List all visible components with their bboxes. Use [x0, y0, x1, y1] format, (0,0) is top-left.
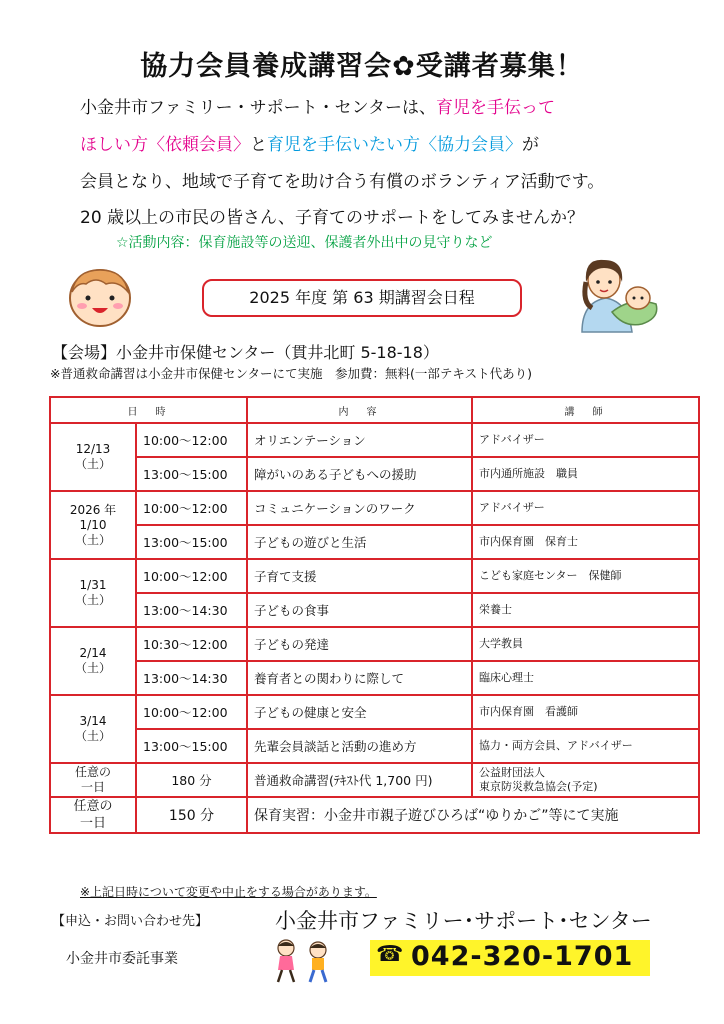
- intro-text: と: [250, 135, 267, 155]
- commission-label: 小金井市委託事業: [66, 951, 178, 967]
- session-instructor: 公益財団法人 東京防災救急協会(予定): [472, 763, 699, 797]
- session-date: 2026 年 1/10 （土）: [50, 491, 136, 559]
- session-date: 12/13 （土）: [50, 423, 136, 491]
- table-row: [50, 729, 699, 763]
- children-running-illustration: [270, 938, 336, 984]
- session-time: 10:00～12:00: [136, 423, 247, 457]
- session-content: 子育て支援: [247, 559, 472, 593]
- activity-description: ☆活動内容：保育施設等の送迎、保護者外出中の見守りなど: [116, 235, 493, 251]
- table-row: [50, 491, 699, 525]
- table-header-row: [50, 397, 699, 423]
- cooperating-member-label: 育児を手伝いたい方〈協力会員〉: [267, 135, 522, 155]
- session-instructor: こども家庭センター 保健師: [472, 559, 699, 593]
- session-instructor: アドバイザー: [472, 491, 699, 525]
- center-name: 小金井市ファミリー･サポート･センター: [275, 909, 652, 933]
- session-content: 子どもの食事: [247, 593, 472, 627]
- session-content: 障がいのある子どもへの援助: [247, 457, 472, 491]
- change-notice: ※上記日時について変更や中止をする場合があります。: [80, 885, 377, 899]
- table-row: [50, 457, 699, 491]
- schedule-title: 2025 年度 第 63 期講習会日程: [202, 279, 522, 317]
- session-time: 10:00～12:00: [136, 491, 247, 525]
- session-instructor: 協力・両方会員、アドバイザー: [472, 729, 699, 763]
- session-content: 子どもの遊びと生活: [247, 525, 472, 559]
- intro-text: が: [522, 135, 539, 155]
- session-time: 13:00～15:00: [136, 457, 247, 491]
- intro-text: 小金井市ファミリー・サポート・センターは、: [80, 98, 436, 118]
- intro-line-1: [80, 93, 555, 118]
- session-instructor: 市内通所施設 職員: [472, 457, 699, 491]
- session-time: 13:00～14:30: [136, 593, 247, 627]
- header-datetime: 日 時: [50, 397, 247, 423]
- table-row: [50, 763, 699, 797]
- schedule-table: [49, 396, 700, 834]
- session-instructor: 市内保育園 看護師: [472, 695, 699, 729]
- contact-label: 【申込・お問い合わせ先】: [52, 914, 209, 929]
- intro-line-4: 20 歳以上の市民の皆さん、子育てのサポートをしてみませんか？: [80, 208, 585, 228]
- session-time: 10:00～12:00: [136, 559, 247, 593]
- table-row: [50, 525, 699, 559]
- header-instructor: 講 師: [472, 397, 699, 423]
- session-instructor: 栄養士: [472, 593, 699, 627]
- session-instructor: アドバイザー: [472, 423, 699, 457]
- intro-line-3: 会員となり、地域で子育てを助け合う有償のボランティア活動です。: [80, 172, 605, 192]
- session-duration: 180 分: [136, 763, 247, 797]
- table-row: [50, 627, 699, 661]
- session-content: 子どもの発達: [247, 627, 472, 661]
- session-time: 13:00～15:00: [136, 525, 247, 559]
- session-content: 先輩会員談話と活動の進め方: [247, 729, 472, 763]
- session-instructor: 大学教員: [472, 627, 699, 661]
- session-instructor: 市内保育園 保育士: [472, 525, 699, 559]
- requesting-member-label: ほしい方〈依頼会員〉: [80, 135, 250, 155]
- phone-number[interactable]: 042-320-1701: [411, 941, 634, 972]
- venue-note: ※普通救命講習は小金井市保健センターにて実施 参加費：無料(一部テキスト代あり): [50, 366, 532, 381]
- session-time: 10:00～12:00: [136, 695, 247, 729]
- session-date: 任意の 一日: [50, 797, 136, 833]
- header-content: 内 容: [247, 397, 472, 423]
- venue: 【会場】小金井市保健センター（貫井北町 5-18-18）: [52, 343, 439, 362]
- session-content: 普通救命講習(ﾃｷｽﾄ代 1,700 円): [247, 763, 472, 797]
- session-content: 保育実習：小金井市親子遊びひろば“ゆりかご”等にて実施: [247, 797, 699, 833]
- session-time: 13:00～14:30: [136, 661, 247, 695]
- session-date: 3/14 （土）: [50, 695, 136, 763]
- session-time: 10:30～12:00: [136, 627, 247, 661]
- table-row: [50, 593, 699, 627]
- session-content: オリエンテーション: [247, 423, 472, 457]
- table-row: [50, 559, 699, 593]
- session-date: 任意の 一日: [50, 763, 136, 797]
- table-row: [50, 661, 699, 695]
- baby-face-illustration: [66, 264, 134, 328]
- phone-icon: ☎: [376, 942, 404, 967]
- highlight-request: 育児を手伝って: [435, 98, 555, 118]
- session-content: 養育者との関わりに際して: [247, 661, 472, 695]
- session-duration: 150 分: [136, 797, 247, 833]
- page-title: 協力会員養成講習会✿受講者募集！: [140, 51, 584, 82]
- table-row: [50, 695, 699, 729]
- session-time: 13:00～15:00: [136, 729, 247, 763]
- session-date: 1/31 （土）: [50, 559, 136, 627]
- session-instructor: 臨床心理士: [472, 661, 699, 695]
- session-date: 2/14 （土）: [50, 627, 136, 695]
- mother-with-baby-illustration: [572, 252, 664, 334]
- session-content: コミュニケーションのワーク: [247, 491, 472, 525]
- table-row: [50, 423, 699, 457]
- intro-line-2: [80, 130, 539, 155]
- session-content: 子どもの健康と安全: [247, 695, 472, 729]
- table-row: [50, 797, 699, 833]
